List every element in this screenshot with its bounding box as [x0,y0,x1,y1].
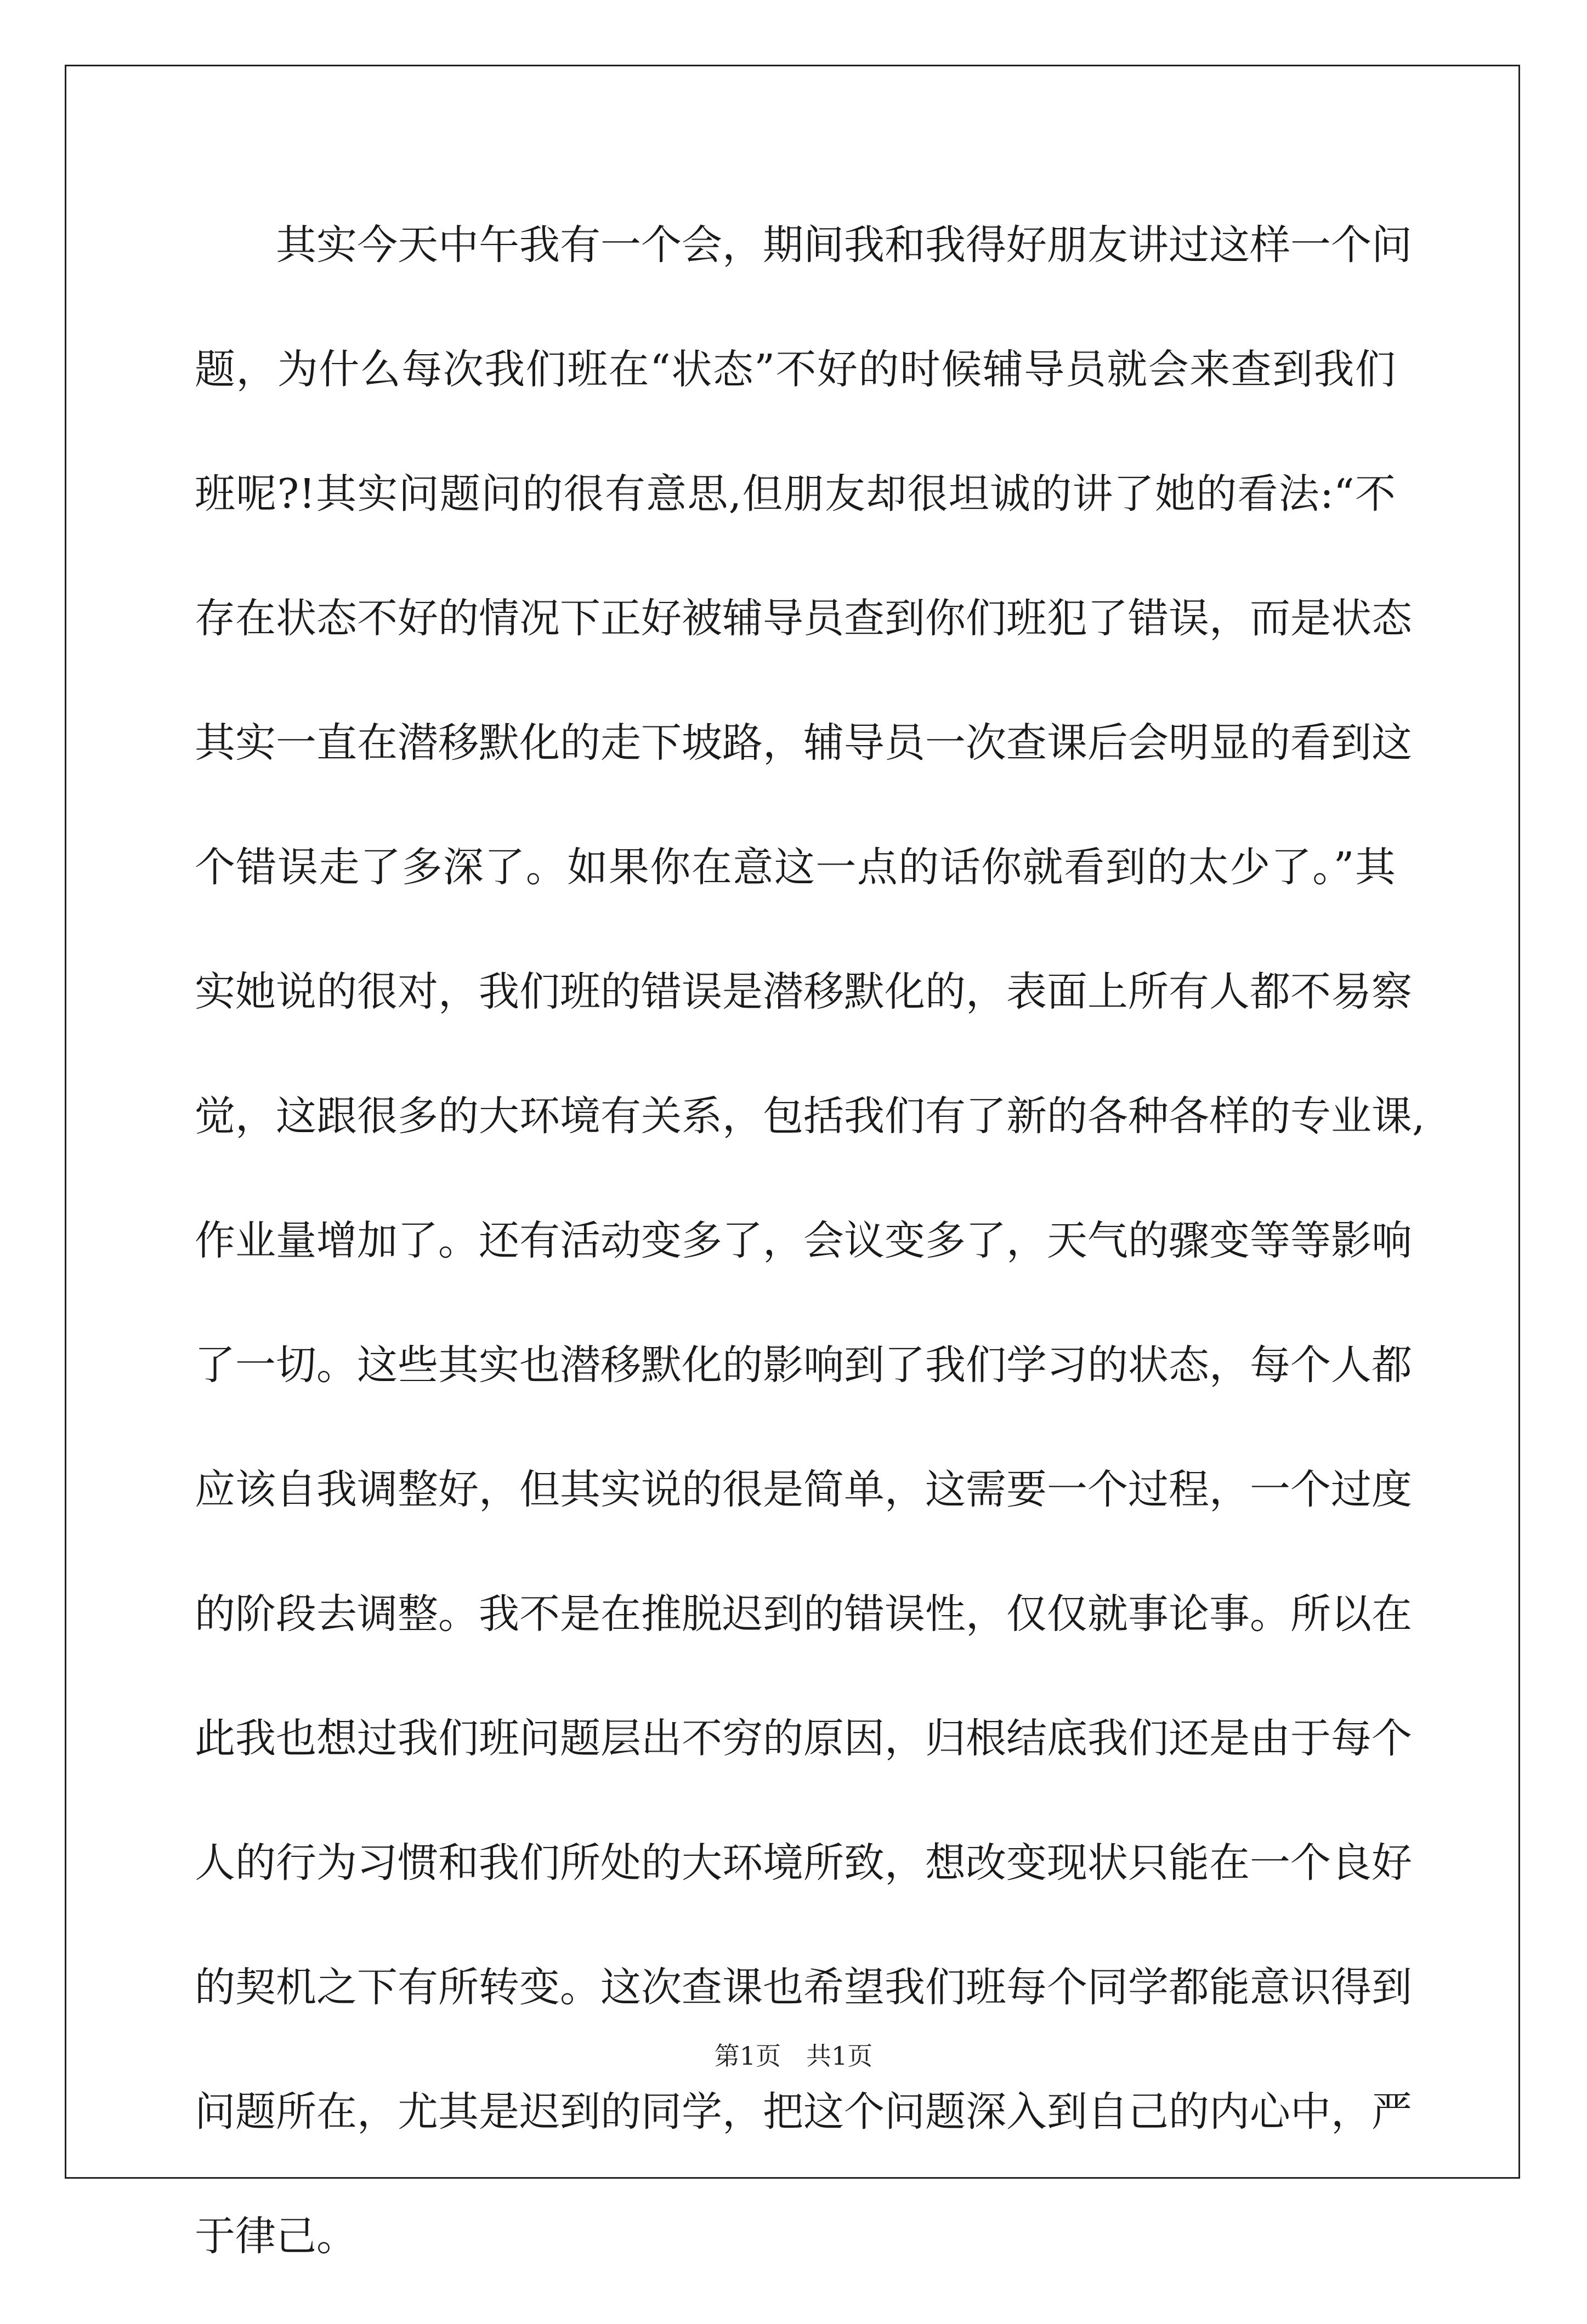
text-line: 个错误走了多深了。如果你在意这一点的话你就看到的太少了。”其 [195,844,1396,891]
text-line: 实她说的很对，我们班的错误是潜移默化的，表面上所有人都不易察 [195,968,1412,1015]
text-line: 题，为什么每次我们班在“状态”不好的时候辅导员就会来查到我们 [195,346,1396,393]
text-line: 觉，这跟很多的大环境有关系，包括我们有了新的各种各样的专业课, [195,1093,1425,1140]
text-line: 存在状态不好的情况下正好被辅导员查到你们班犯了错误，而是状态 [195,595,1412,642]
text-line: 于律己。 [195,2213,357,2260]
text-line: 问题所在，尤其是迟到的同学，把这个问题深入到自己的内心中，严 [195,2088,1412,2135]
text-line: 的阶段去调整。我不是在推脱迟到的错误性，仅仅就事论事。所以在 [195,1590,1412,1638]
text-line: 班呢?!其实问题问的很有意思,但朋友却很坦诚的讲了她的看法:“不 [195,470,1396,518]
body-paragraph [195,208,1425,2324]
text-line: 人的行为习惯和我们所处的大环境所致，想改变现状只能在一个良好 [195,1839,1412,1887]
text-line: 作业量增加了。还有活动变多了，会议变多了，天气的骤变等等影响 [195,1217,1412,1264]
text-line: 其实一直在潜移默化的走下坡路，辅导员一次查课后会明显的看到这 [195,719,1412,766]
text-line: 的契机之下有所转变。这次查课也希望我们班每个同学都能意识得到 [195,1964,1412,2011]
text-line: 应该自我调整好，但其实说的很是简单，这需要一个过程，一个过度 [195,1466,1412,1513]
text-line: 其实今天中午我有一个会，期间我和我得好朋友讲过这样一个问 [276,221,1412,269]
text-line: 此我也想过我们班问题层出不穷的原因，归根结底我们还是由于每个 [195,1715,1412,1762]
page-number-footer: 第1页 共1页 [714,2041,873,2071]
text-line: 了一切。这些其实也潜移默化的影响到了我们学习的状态，每个人都 [195,1342,1412,1389]
